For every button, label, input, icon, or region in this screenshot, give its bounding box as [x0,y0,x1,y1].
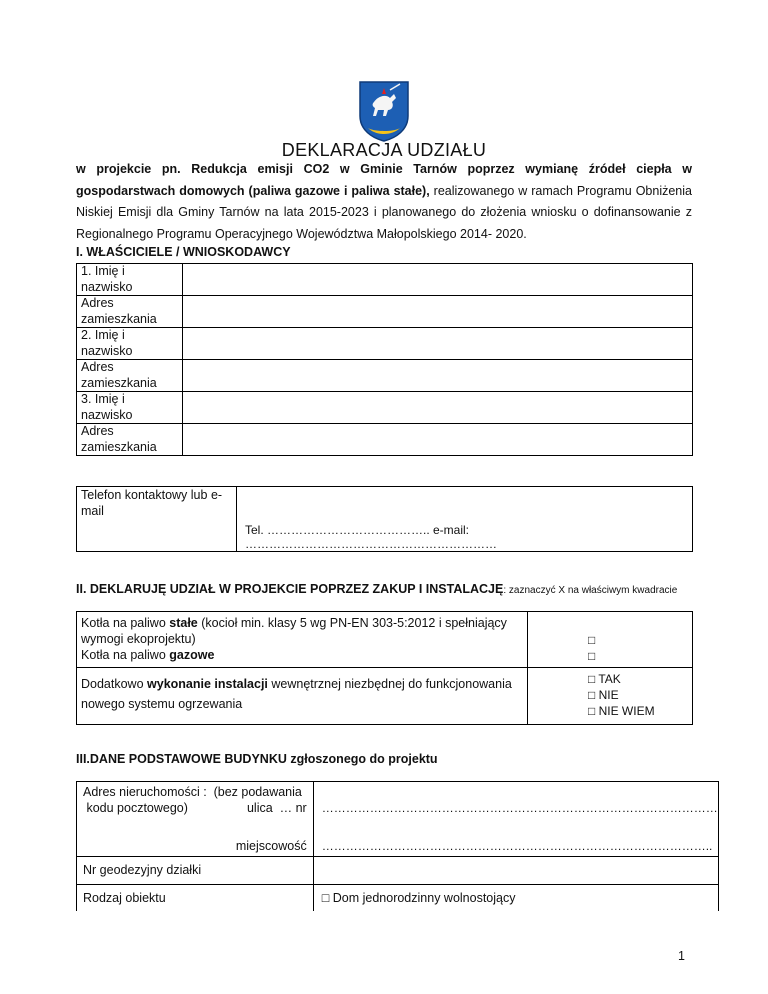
intro-paragraph [76,159,692,245]
owner3-name-field[interactable] [183,392,693,424]
install-post: wewnętrznej niezbędnej do funkcjonowania nowego systemu ogrzewania [81,677,512,711]
declaration-table [76,611,693,725]
intro-rest: realizowanego w ramach Programu Obniżenia Niskiej Emisji dla Gminy Tarnów na lata 2015-2023 i planowanego do złożenia wniosku o dofinansowanie z Regionalnego Programu Operacyjnego Województwa Małopolskiego 2014- 2020. [76,183,692,241]
table-row [77,264,693,296]
boiler-solid-pre: Kotła na paliwo [81,616,170,630]
page-number: 1 [678,949,685,963]
owners-table [76,263,693,456]
type-option-house[interactable]: □ Dom jednorodzinny wolnostojący [313,885,718,912]
intro-bold: w projekcie pn. Redukcja emisji CO2 w Gminie Tarnów poprzez wymianę źródeł ciepła w gospodarstwach domowych (paliwa gazowe i paliwa stałe), [76,162,692,198]
installation-options-cell [528,668,693,725]
installation-cell [77,668,528,725]
contact-label: Telefon kontaktowy lub e-mail [77,487,237,552]
boiler-solid-post: (kocioł min. klasy 5 wg PN-EN 303-5:2012 i spełniający wymogi ekoprojektu) [81,616,507,646]
address-label-line2: kodu pocztowego) ulica … nr [83,801,307,815]
owner1-address-field[interactable] [183,296,693,328]
section3-heading: III.DANE PODSTAWOWE BUDYNKU zgłoszonego do projektu [76,752,438,766]
plot-label: Nr geodezyjny działki [77,857,314,885]
table-row [77,296,693,328]
type-label: Rodzaj obiektu [77,885,314,912]
owner3-address-label: Adres zamieszkania [77,424,183,456]
install-bold: wykonanie instalacji [147,677,268,691]
option-yes-checkbox[interactable]: □ TAK [588,672,621,686]
owner3-address-field[interactable] [183,424,693,456]
boiler-options-cell [77,612,528,668]
section2-title: II. DEKLARUJĘ UDZIAŁ W PROJEKCIE POPRZEZ ZAKUP I INSTALACJĘ [76,582,504,596]
address-field[interactable]: ……………………………………………………………………………………… [321,801,718,815]
table-row [77,487,693,552]
table-row [77,612,693,668]
plot-field[interactable] [313,857,718,885]
option-dont-know-checkbox[interactable]: □ NIE WIEM [588,704,655,718]
table-row [77,668,693,725]
building-table [76,781,719,911]
boiler-gas-pre: Kotła na paliwo [81,648,170,662]
boiler-solid-bold: stałe [169,616,198,630]
option-no-checkbox[interactable]: □ NIE [588,688,619,702]
owner1-address-label: Adres zamieszkania [77,296,183,328]
boiler-gas-checkbox[interactable]: □ [588,649,596,663]
owner2-name-field[interactable] [183,328,693,360]
table-row [77,424,693,456]
boiler-checkbox-cell [528,612,693,668]
table-row [77,782,719,857]
boiler-solid-option [81,615,523,647]
section2-heading [76,582,677,596]
section2-note: : zaznaczyć X na właściwym kwadracie [503,585,678,596]
contact-table [76,486,693,552]
table-row [77,392,693,424]
coat-of-arms-icon [356,80,412,142]
city-label: miejscowość [235,839,307,853]
address-value-cell [313,782,718,857]
owner3-name-label: 3. Imię i nazwisko [77,392,183,424]
section1-heading: I. WŁAŚCICIELE / WNIOSKODAWCY [76,245,291,259]
address-label-line1: Adres nieruchomości : (bez podawania [83,785,302,799]
owner1-name-field[interactable] [183,264,693,296]
owner2-address-label: Adres zamieszkania [77,360,183,392]
boiler-solid-checkbox[interactable]: □ [588,633,596,647]
boiler-gas-bold: gazowe [169,648,215,662]
table-row [77,360,693,392]
page-title: DEKLARACJA UDZIAŁU [281,140,487,160]
owner1-name-label: 1. Imię i nazwisko [77,264,183,296]
owner2-name-label: 2. Imię i nazwisko [77,328,183,360]
install-pre: Dodatkowo [81,677,148,691]
table-row [77,328,693,360]
boiler-gas-option [81,647,523,663]
table-row [77,857,719,885]
contact-field[interactable]: Tel. ………………………………….. e-mail: ……………………………………………………… [237,487,693,552]
address-label-cell [77,782,314,857]
owner2-address-field[interactable] [183,360,693,392]
table-row [77,885,719,912]
city-field[interactable]: …………………………………………………………………………………….. [321,839,713,853]
